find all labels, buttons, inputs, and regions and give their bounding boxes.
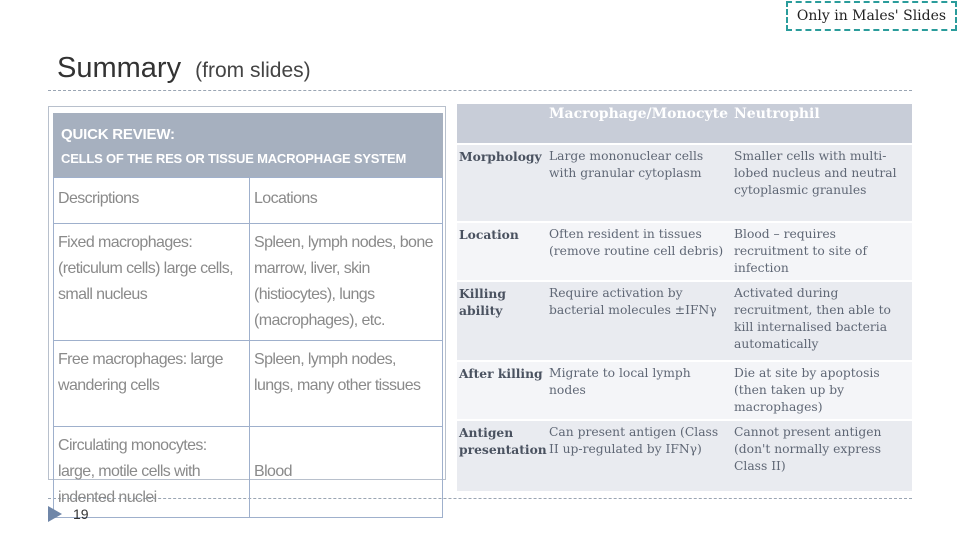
table-cell: After killing [457,361,547,420]
table-header-cell: Macrophage/Monocyte [547,104,732,144]
table-cell: Large mononuclear cells with granular cytoplasm [547,144,732,222]
table-cell: Free macrophages: large wandering cells [54,341,250,427]
table-cell: Cannot present antigen (don't normally express Class II) [732,420,912,492]
table-cell: Circulating monocytes: large, motile cells with indented nuclei [54,427,250,518]
table-row [457,361,912,420]
table-cell: Smaller cells with multi-lobed nucleus and neutral cytoplasmic granules [732,144,912,222]
table-cell: Locations [250,178,443,224]
table-row [457,420,912,492]
table-cell: Can present antigen (Class II up-regulated by IFNγ) [547,420,732,492]
res-cells-table-image [48,106,446,506]
slide-title-sub: (from slides) [195,59,311,82]
table-cell: Location [457,222,547,281]
quick-review-heading-line2: CELLS OF THE RES OR TISSUE MACROPHAGE SYSTEM [61,151,407,166]
table-cell: Blood – requires recruitment to site of infection [732,222,912,281]
table-cell: Often resident in tissues (remove routine cell debris) [547,222,732,281]
table-row [457,222,912,281]
table-row [54,178,443,224]
table-cell: Migrate to local lymph nodes [547,361,732,420]
table-row [54,341,443,427]
table-cell: Die at site by apoptosis (then taken up by macrophages) [732,361,912,420]
table-row [54,224,443,341]
table-cell: Antigen presentation [457,420,547,492]
res-cells-table [53,177,443,518]
table-row [457,281,912,361]
table-header-row [457,104,912,144]
slide-bullet-arrow-icon [48,506,62,522]
table-cell: Spleen, lymph nodes, lungs, many other tissues [250,341,443,427]
macrophage-neutrophil-table-image [457,104,912,480]
table-cell: Killing ability [457,281,547,361]
table-header-cell [457,104,547,144]
slide-title-main: Summary [57,52,182,84]
macrophage-neutrophil-table [457,104,912,493]
top-divider [48,90,912,91]
table-cell: Spleen, lymph nodes, bone marrow, liver, skin (histiocytes), lungs (macrophages), etc. [250,224,443,341]
table-cell: Require activation by bacterial molecules ±IFNγ [547,281,732,361]
table-cell: Morphology [457,144,547,222]
table-cell: Activated during recruitment, then able to kill internalised bacteria automatically [732,281,912,361]
males-only-tag: Only in Males' Slides [786,1,957,31]
page-number: 19 [73,506,89,522]
table-cell: Descriptions [54,178,250,224]
table-row [54,427,443,518]
quick-review-heading-line1: QUICK REVIEW: [61,126,175,143]
table-header-cell: Neutrophil [732,104,912,144]
table-row [457,144,912,222]
quick-review-heading [53,113,443,177]
table-cell: Fixed macrophages: (reticulum cells) large cells, small nucleus [54,224,250,341]
slide-title [57,52,311,85]
table-cell: Blood [250,427,443,518]
